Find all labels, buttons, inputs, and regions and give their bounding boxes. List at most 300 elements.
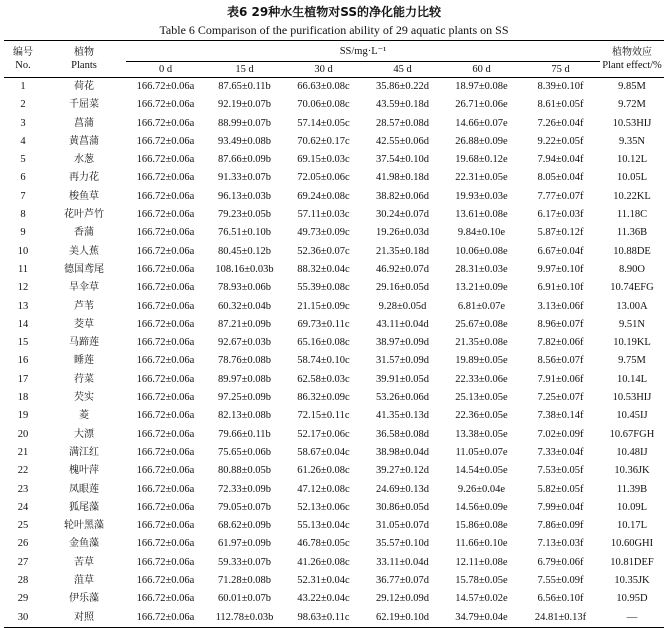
ss-value-cell: 76.51±0.10b bbox=[217, 227, 271, 239]
ss-value-cell: 7.33±0.04f bbox=[537, 446, 584, 458]
ss-value-cell: 68.62±0.09b bbox=[217, 520, 271, 532]
ss-value-cell: 62.19±0.10d bbox=[363, 609, 442, 628]
header-no-en: No. bbox=[15, 60, 31, 71]
ss-value-cell: 22.31±0.05e bbox=[455, 172, 508, 184]
ss-value-cell: 46.92±0.07d bbox=[375, 263, 429, 275]
table-row bbox=[4, 298, 664, 316]
ss-value-cell: 15.86±0.08e bbox=[455, 520, 508, 532]
ss-value-cell: 21.35±0.18d bbox=[375, 245, 429, 257]
ss-value-cell: 19.93±0.03e bbox=[455, 190, 508, 202]
ss-value-cell: 7.25±0.07f bbox=[537, 392, 584, 404]
plant-name-cell: 芦苇 bbox=[74, 300, 94, 312]
ss-value-cell: 14.54±0.05e bbox=[455, 465, 508, 477]
table-row bbox=[4, 188, 664, 206]
plant-name-cell: 千屈菜 bbox=[69, 99, 99, 111]
ss-value-cell: 93.49±0.08b bbox=[217, 135, 271, 147]
table-body bbox=[4, 78, 664, 628]
ss-value-cell: 166.72±0.06a bbox=[136, 410, 195, 422]
ss-value-cell: 19.89±0.05e bbox=[455, 355, 508, 367]
ss-value-cell: 30.86±0.05d bbox=[375, 501, 429, 513]
plant-effect-cell: 10.60GHI bbox=[610, 538, 654, 550]
ss-value-cell: 166.72±0.06a bbox=[136, 318, 195, 330]
plant-effect-cell: 9.75M bbox=[618, 355, 646, 367]
ss-value-cell: 57.11±0.03c bbox=[297, 209, 350, 221]
ss-value-cell: 7.86±0.09f bbox=[537, 520, 584, 532]
ss-value-cell: 166.72±0.06a bbox=[136, 282, 195, 294]
ss-value-cell: 26.88±0.09e bbox=[455, 135, 508, 147]
ss-value-cell: 3.13±0.06f bbox=[537, 300, 584, 312]
ss-value-cell: 166.72±0.06a bbox=[136, 593, 195, 605]
row-number-cell: 14 bbox=[17, 318, 29, 330]
table-row bbox=[4, 261, 664, 279]
table-row bbox=[4, 407, 664, 425]
row-number-cell: 5 bbox=[20, 154, 26, 166]
table-row bbox=[4, 481, 664, 499]
ss-value-cell: 41.26±0.08c bbox=[297, 556, 350, 568]
ss-value-cell: 96.13±0.03b bbox=[217, 190, 271, 202]
ss-value-cell: 5.82±0.05f bbox=[537, 483, 584, 495]
plant-effect-cell: 10.95D bbox=[616, 593, 648, 605]
table-row bbox=[4, 499, 664, 517]
ss-value-cell: 88.99±0.07b bbox=[217, 117, 271, 129]
ss-value-cell: 166.72±0.06a bbox=[136, 117, 195, 129]
ss-value-cell: 36.58±0.08d bbox=[375, 428, 429, 440]
ss-value-cell: 22.33±0.06e bbox=[455, 373, 508, 385]
ss-value-cell: 58.67±0.04c bbox=[297, 446, 350, 458]
ss-value-cell: 7.38±0.14f bbox=[537, 410, 584, 422]
row-number-cell: 23 bbox=[17, 483, 29, 495]
ss-value-cell: 6.67±0.04f bbox=[537, 245, 584, 257]
row-number-cell: 26 bbox=[17, 538, 29, 550]
ss-value-cell: 52.36±0.07c bbox=[297, 245, 350, 257]
header-day-60: 60 d bbox=[442, 62, 521, 78]
table-row bbox=[4, 572, 664, 590]
table-row bbox=[4, 609, 664, 628]
ss-value-cell: 12.11±0.08e bbox=[455, 556, 508, 568]
ss-value-cell: 34.79±0.04e bbox=[442, 609, 521, 628]
plant-effect-cell: 9.35N bbox=[619, 135, 645, 147]
row-number-cell: 12 bbox=[17, 282, 29, 294]
ss-value-cell: 69.24±0.08c bbox=[297, 190, 350, 202]
ss-value-cell: 46.78±0.05c bbox=[297, 538, 350, 550]
plant-effect-cell: 9.85M bbox=[618, 81, 646, 92]
row-number-cell: 17 bbox=[17, 373, 29, 385]
ss-value-cell: 22.36±0.05e bbox=[455, 410, 508, 422]
table-row bbox=[4, 78, 664, 97]
ss-value-cell: 92.19±0.07b bbox=[217, 99, 271, 111]
ss-value-cell: 33.11±0.04d bbox=[376, 556, 429, 568]
ss-value-cell: 11.05±0.07e bbox=[455, 446, 508, 458]
ss-value-cell: 59.33±0.07b bbox=[217, 556, 271, 568]
row-number-cell: 29 bbox=[17, 593, 29, 605]
ss-value-cell: 36.77±0.07d bbox=[375, 575, 429, 587]
ss-value-cell: 14.57±0.02e bbox=[455, 593, 508, 605]
ss-value-cell: 166.72±0.06a bbox=[136, 520, 195, 532]
plant-effect-cell: 10.88DE bbox=[613, 245, 651, 257]
plant-effect-cell: 10.74EFG bbox=[610, 282, 654, 294]
ss-value-cell: 166.72±0.06a bbox=[136, 483, 195, 495]
plant-name-cell: 伊乐藻 bbox=[69, 593, 99, 605]
table-row bbox=[4, 133, 664, 151]
ss-value-cell: 5.87±0.12f bbox=[537, 227, 584, 239]
ss-value-cell: 166.72±0.06a bbox=[136, 575, 195, 587]
table-caption-chinese: 表6 29种水生植物对SS的净化能力比较 bbox=[227, 5, 441, 19]
table-row bbox=[4, 96, 664, 114]
table-row bbox=[4, 535, 664, 553]
plant-name-cell: 德国鸢尾 bbox=[64, 263, 104, 275]
ss-value-cell: 52.31±0.04c bbox=[297, 575, 350, 587]
plant-name-cell: 大漂 bbox=[74, 428, 94, 440]
table-row bbox=[4, 279, 664, 297]
header-day-75: 75 d bbox=[521, 62, 600, 78]
ss-value-cell: 69.15±0.03c bbox=[297, 154, 350, 166]
plant-name-cell: 香蒲 bbox=[74, 227, 94, 239]
ss-value-cell: 18.97±0.08e bbox=[455, 81, 508, 92]
ss-value-cell: 108.16±0.03b bbox=[215, 263, 274, 275]
plant-name-cell: 美人蕉 bbox=[69, 245, 99, 257]
row-number-cell: 21 bbox=[17, 446, 29, 458]
ss-value-cell: 166.72±0.06a bbox=[136, 99, 195, 111]
plant-effect-cell: 10.36JK bbox=[614, 465, 650, 477]
header-effect-en: Plant effect/% bbox=[602, 60, 662, 71]
plant-effect-cell: 10.22KL bbox=[613, 190, 651, 202]
plant-effect-cell: 10.09L bbox=[616, 501, 648, 513]
table-row bbox=[4, 389, 664, 407]
plant-name-cell: 荇菜 bbox=[74, 373, 94, 385]
ss-value-cell: 79.05±0.07b bbox=[217, 501, 271, 513]
row-number-cell: 7 bbox=[20, 190, 26, 202]
header-plants bbox=[42, 41, 126, 78]
header-day-30: 30 d bbox=[284, 62, 363, 78]
plant-effect-cell: 8.90O bbox=[619, 263, 645, 275]
table-row bbox=[4, 371, 664, 389]
ss-value-cell: 35.57±0.10d bbox=[375, 538, 429, 550]
ss-value-cell: 41.35±0.13d bbox=[375, 410, 429, 422]
plant-name-cell: 对照 bbox=[42, 609, 126, 628]
ss-value-cell: 9.28±0.05d bbox=[378, 300, 427, 312]
ss-value-cell: 166.72±0.06a bbox=[136, 227, 195, 239]
ss-value-cell: 166.72±0.06a bbox=[136, 373, 195, 385]
ss-value-cell: 7.02±0.09f bbox=[537, 428, 584, 440]
row-number-cell: 24 bbox=[17, 501, 29, 513]
ss-value-cell: 8.39±0.10f bbox=[537, 81, 584, 92]
plant-name-cell: 凤眼莲 bbox=[69, 483, 99, 495]
plant-effect-cell: 10.19KL bbox=[613, 337, 651, 349]
ss-value-cell: 43.11±0.04d bbox=[376, 318, 429, 330]
ss-value-cell: 7.53±0.05f bbox=[537, 465, 584, 477]
ss-value-cell: 43.59±0.18d bbox=[375, 99, 429, 111]
row-number-cell: 9 bbox=[20, 227, 26, 239]
ss-value-cell: 25.67±0.08e bbox=[455, 318, 508, 330]
ss-value-cell: 98.63±0.11c bbox=[284, 609, 363, 628]
ss-value-cell: 6.79±0.06f bbox=[537, 556, 584, 568]
table-row bbox=[4, 444, 664, 462]
ss-value-cell: 8.61±0.05f bbox=[537, 99, 584, 111]
row-number-cell: 15 bbox=[17, 337, 29, 349]
header-effect bbox=[600, 41, 664, 78]
ss-value-cell: 75.65±0.06b bbox=[217, 446, 271, 458]
ss-value-cell: 29.16±0.05d bbox=[375, 282, 429, 294]
ss-value-cell: 166.72±0.06a bbox=[136, 81, 195, 92]
row-number-cell: 18 bbox=[17, 392, 29, 404]
plant-effect-cell: 10.53HIJ bbox=[612, 117, 652, 129]
row-number-cell: 6 bbox=[20, 172, 26, 184]
plant-effect-cell: 9.51N bbox=[619, 318, 645, 330]
ss-value-cell: 7.99±0.04f bbox=[537, 501, 584, 513]
ss-value-cell: 88.32±0.04c bbox=[297, 263, 350, 275]
ss-value-cell: 31.05±0.07d bbox=[375, 520, 429, 532]
table-row bbox=[4, 316, 664, 334]
ss-value-cell: 70.62±0.17c bbox=[297, 135, 350, 147]
plant-effect-cell: 10.67FGH bbox=[609, 428, 655, 440]
plant-name-cell: 水葱 bbox=[74, 154, 94, 166]
ss-value-cell: 42.55±0.06d bbox=[375, 135, 429, 147]
plant-name-cell: 荷花 bbox=[74, 81, 94, 92]
ss-value-cell: 166.72±0.06a bbox=[136, 501, 195, 513]
ss-value-cell: 28.57±0.08d bbox=[375, 117, 429, 129]
ss-value-cell: 52.13±0.06c bbox=[297, 501, 350, 513]
ss-value-cell: 14.66±0.07e bbox=[455, 117, 508, 129]
ss-value-cell: 166.72±0.06a bbox=[136, 556, 195, 568]
ss-value-cell: 92.67±0.03b bbox=[217, 337, 271, 349]
ss-value-cell: 49.73±0.09c bbox=[297, 227, 350, 239]
plant-name-cell: 菱 bbox=[79, 410, 89, 422]
ss-value-cell: 15.78±0.05e bbox=[455, 575, 508, 587]
table-row bbox=[4, 169, 664, 187]
ss-value-cell: 24.69±0.13d bbox=[375, 483, 429, 495]
ss-value-cell: 55.13±0.04c bbox=[297, 520, 350, 532]
row-number-cell: 11 bbox=[17, 263, 29, 275]
plant-effect-cell: 10.48IJ bbox=[616, 446, 648, 458]
ss-value-cell: 24.81±0.13f bbox=[521, 609, 600, 628]
plant-name-cell: 旱伞草 bbox=[69, 282, 99, 294]
ss-value-cell: 166.72±0.06a bbox=[136, 300, 195, 312]
ss-value-cell: 7.55±0.09f bbox=[537, 575, 584, 587]
ss-value-cell: 166.72±0.06a bbox=[136, 209, 195, 221]
plant-effect-cell: 11.39B bbox=[616, 483, 648, 495]
plant-name-cell: 睡莲 bbox=[74, 355, 94, 367]
ss-value-cell: 21.35±0.08e bbox=[455, 337, 508, 349]
table-row bbox=[4, 224, 664, 242]
ss-value-cell: 7.91±0.06f bbox=[537, 373, 584, 385]
ss-value-cell: 43.22±0.04c bbox=[297, 593, 350, 605]
ss-value-cell: 61.97±0.09b bbox=[217, 538, 271, 550]
ss-value-cell: 79.23±0.05b bbox=[217, 209, 271, 221]
header-plants-en: Plants bbox=[71, 60, 97, 71]
row-number-cell: 2 bbox=[20, 99, 26, 111]
ss-value-cell: 166.72±0.06a bbox=[136, 428, 195, 440]
ss-value-cell: 58.74±0.10c bbox=[297, 355, 350, 367]
plant-effect-cell: 10.05L bbox=[616, 172, 648, 184]
ss-value-cell: 87.21±0.09b bbox=[217, 318, 271, 330]
plant-effect-cell: 13.00A bbox=[616, 300, 648, 312]
table-row bbox=[4, 151, 664, 169]
ss-value-cell: 28.31±0.03e bbox=[455, 263, 508, 275]
ss-value-cell: 60.01±0.07b bbox=[217, 593, 271, 605]
ss-value-cell: 39.91±0.05d bbox=[375, 373, 429, 385]
ss-value-cell: 80.45±0.12b bbox=[217, 245, 271, 257]
ss-value-cell: 61.26±0.08c bbox=[297, 465, 350, 477]
header-effect-zh: 植物效应 bbox=[612, 47, 652, 58]
ss-value-cell: 7.82±0.06f bbox=[537, 337, 584, 349]
ss-value-cell: 91.33±0.07b bbox=[217, 172, 271, 184]
plant-name-cell: 槐叶萍 bbox=[69, 465, 99, 477]
plant-name-cell: 菖蒲 bbox=[74, 117, 94, 129]
ss-value-cell: 57.14±0.05c bbox=[297, 117, 350, 129]
ss-value-cell: 26.71±0.06e bbox=[455, 99, 508, 111]
header-plants-zh: 植物 bbox=[74, 47, 94, 58]
header-day-15: 15 d bbox=[205, 62, 284, 78]
ss-value-cell: 86.32±0.09c bbox=[297, 392, 350, 404]
ss-value-cell: 166.72±0.06a bbox=[126, 609, 205, 628]
ss-value-cell: 112.78±0.03b bbox=[205, 609, 284, 628]
plant-name-cell: 再力花 bbox=[69, 172, 99, 184]
table-row bbox=[4, 243, 664, 261]
header-ss-label: SS/mg·L⁻¹ bbox=[339, 46, 387, 57]
ss-value-cell: 166.72±0.06a bbox=[136, 355, 195, 367]
ss-value-cell: 89.97±0.08b bbox=[217, 373, 271, 385]
ss-value-cell: 10.06±0.08e bbox=[455, 245, 508, 257]
ss-value-cell: 25.13±0.05e bbox=[455, 392, 508, 404]
ss-value-cell: 53.26±0.06d bbox=[375, 392, 429, 404]
plant-name-cell: 芡实 bbox=[74, 392, 94, 404]
plant-effect-cell: 11.18C bbox=[616, 209, 648, 221]
header-no-zh: 编号 bbox=[13, 47, 33, 58]
ss-value-cell: 78.76±0.08b bbox=[217, 355, 271, 367]
ss-value-cell: 166.72±0.06a bbox=[136, 135, 195, 147]
row-number-cell: 19 bbox=[17, 410, 29, 422]
ss-value-cell: 166.72±0.06a bbox=[136, 190, 195, 202]
plant-name-cell: 花叶芦竹 bbox=[64, 209, 104, 221]
plant-name-cell: 茭草 bbox=[74, 318, 94, 330]
ss-value-cell: 60.32±0.04b bbox=[217, 300, 271, 312]
ss-value-cell: 6.91±0.10f bbox=[537, 282, 584, 294]
ss-value-cell: 87.66±0.09b bbox=[217, 154, 271, 166]
table-row bbox=[4, 115, 664, 133]
header-day-0: 0 d bbox=[126, 62, 205, 78]
plant-name-cell: 满江红 bbox=[69, 446, 99, 458]
ss-value-cell: 65.16±0.08c bbox=[297, 337, 350, 349]
ss-value-cell: 166.72±0.06a bbox=[136, 538, 195, 550]
plant-name-cell: 马蹄莲 bbox=[69, 337, 99, 349]
ss-value-cell: 9.26±0.04e bbox=[457, 483, 506, 495]
plant-name-cell: 菹草 bbox=[74, 575, 94, 587]
plant-effect-cell: 10.81DEF bbox=[610, 556, 654, 568]
ss-value-cell: 19.26±0.03d bbox=[375, 227, 429, 239]
ss-value-cell: 72.15±0.11c bbox=[297, 410, 350, 422]
row-number-cell: 22 bbox=[17, 465, 29, 477]
ss-value-cell: 166.72±0.06a bbox=[136, 392, 195, 404]
ss-value-cell: 38.82±0.06d bbox=[375, 190, 429, 202]
ss-value-cell: 6.56±0.10f bbox=[537, 593, 584, 605]
data-table bbox=[4, 40, 664, 628]
ss-value-cell: 19.68±0.12e bbox=[455, 154, 508, 166]
row-number-cell: 1 bbox=[20, 81, 26, 92]
ss-value-cell: 31.57±0.09d bbox=[375, 355, 429, 367]
ss-value-cell: 7.94±0.04f bbox=[537, 154, 584, 166]
header-ss-unit bbox=[126, 41, 600, 62]
row-number-cell: 28 bbox=[17, 575, 29, 587]
ss-value-cell: 7.13±0.03f bbox=[537, 538, 584, 550]
table-row bbox=[4, 352, 664, 370]
ss-value-cell: 7.26±0.04f bbox=[537, 117, 584, 129]
header-no bbox=[4, 41, 42, 78]
table-row bbox=[4, 554, 664, 572]
table-row bbox=[4, 426, 664, 444]
ss-value-cell: 30.24±0.07d bbox=[375, 209, 429, 221]
ss-value-cell: 9.97±0.10f bbox=[537, 263, 584, 275]
row-number-cell: 20 bbox=[17, 428, 29, 440]
row-number-cell: 3 bbox=[20, 117, 26, 129]
ss-value-cell: 8.56±0.07f bbox=[537, 355, 584, 367]
row-number-cell: 10 bbox=[17, 245, 29, 257]
table-header bbox=[4, 41, 664, 78]
ss-value-cell: 52.17±0.06c bbox=[297, 428, 350, 440]
plant-effect-cell: 9.72M bbox=[618, 99, 646, 111]
ss-value-cell: 79.66±0.11b bbox=[218, 428, 271, 440]
ss-value-cell: 69.73±0.11c bbox=[297, 318, 350, 330]
ss-value-cell: 13.61±0.08e bbox=[455, 209, 508, 221]
plant-name-cell: 金鱼藻 bbox=[69, 538, 99, 550]
plant-effect-cell: — bbox=[600, 609, 664, 628]
ss-value-cell: 39.27±0.12d bbox=[375, 465, 429, 477]
ss-value-cell: 166.72±0.06a bbox=[136, 154, 195, 166]
ss-value-cell: 9.84±0.10e bbox=[457, 227, 506, 239]
ss-value-cell: 41.98±0.18d bbox=[375, 172, 429, 184]
table-row bbox=[4, 517, 664, 535]
plant-name-cell: 狐尾藻 bbox=[69, 501, 99, 513]
ss-value-cell: 9.22±0.05f bbox=[537, 135, 584, 147]
ss-value-cell: 55.39±0.08c bbox=[297, 282, 350, 294]
row-number-cell: 8 bbox=[20, 209, 26, 221]
ss-value-cell: 166.72±0.06a bbox=[136, 446, 195, 458]
ss-value-cell: 6.81±0.07e bbox=[457, 300, 506, 312]
plant-effect-cell: 10.35JK bbox=[614, 575, 650, 587]
ss-value-cell: 21.15±0.09c bbox=[297, 300, 350, 312]
ss-value-cell: 97.25±0.09b bbox=[217, 392, 271, 404]
plant-effect-cell: 10.17L bbox=[616, 520, 648, 532]
plant-effect-cell: 10.45IJ bbox=[616, 410, 648, 422]
ss-value-cell: 80.88±0.05b bbox=[217, 465, 271, 477]
plant-effect-cell: 11.36B bbox=[616, 227, 648, 239]
ss-value-cell: 38.98±0.04d bbox=[375, 446, 429, 458]
plant-effect-cell: 10.53HIJ bbox=[612, 392, 652, 404]
row-number-cell: 16 bbox=[17, 355, 29, 367]
ss-value-cell: 14.56±0.09e bbox=[455, 501, 508, 513]
plant-name-cell: 黄菖蒲 bbox=[69, 135, 99, 147]
ss-value-cell: 47.12±0.08c bbox=[297, 483, 350, 495]
table-row bbox=[4, 206, 664, 224]
table-row bbox=[4, 334, 664, 352]
ss-value-cell: 72.05±0.06c bbox=[297, 172, 350, 184]
table-caption-english: Table 6 Comparison of the purification ability of 29 aquatic plants on SS bbox=[159, 23, 509, 37]
ss-value-cell: 166.72±0.06a bbox=[136, 465, 195, 477]
row-number-cell: 4 bbox=[20, 135, 26, 147]
row-number-cell: 27 bbox=[17, 556, 29, 568]
ss-value-cell: 166.72±0.06a bbox=[136, 245, 195, 257]
header-day-45: 45 d bbox=[363, 62, 442, 78]
ss-value-cell: 38.97±0.09d bbox=[375, 337, 429, 349]
row-number-cell: 25 bbox=[17, 520, 29, 532]
ss-value-cell: 78.93±0.06b bbox=[217, 282, 271, 294]
ss-value-cell: 13.38±0.05e bbox=[455, 428, 508, 440]
ss-value-cell: 13.21±0.09e bbox=[455, 282, 508, 294]
ss-value-cell: 62.58±0.03c bbox=[297, 373, 350, 385]
ss-value-cell: 71.28±0.08b bbox=[217, 575, 271, 587]
ss-value-cell: 8.05±0.04f bbox=[537, 172, 584, 184]
plant-effect-cell: 10.12L bbox=[616, 154, 648, 166]
ss-value-cell: 70.06±0.08c bbox=[297, 99, 350, 111]
